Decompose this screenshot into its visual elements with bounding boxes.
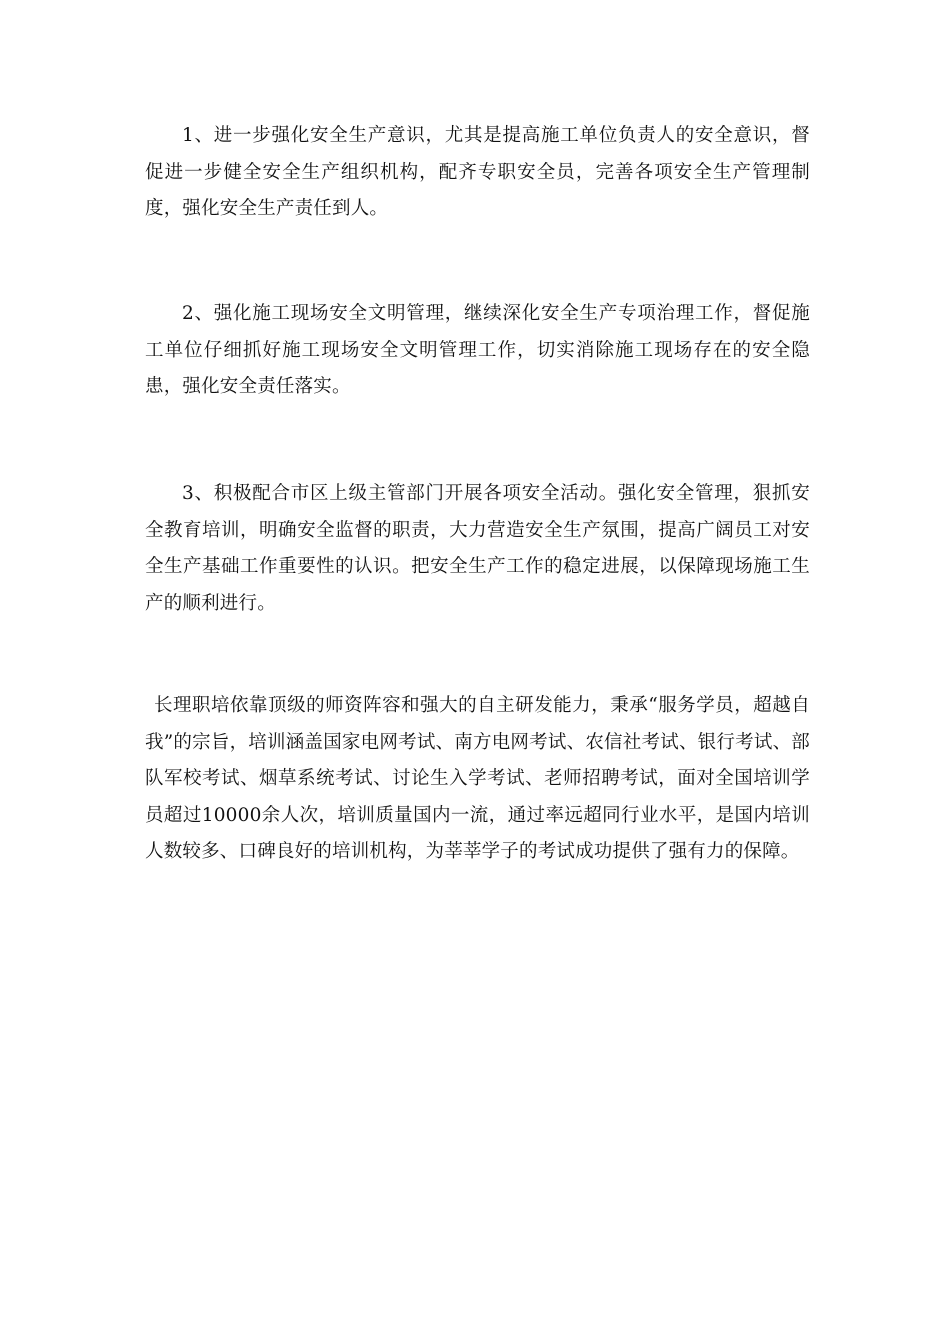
paragraph-1: 1、进一步强化安全生产意识，尤其是提高施工单位负责人的安全意识，督促进一步健全安全生产组织机构，配齐专职安全员，完善各项安全生产管理制度，强化安全生产责任到人。 bbox=[145, 125, 810, 219]
paragraph-2: 2、强化施工现场安全文明管理，继续深化安全生产专项治理工作，督促施工单位仔细抓好施工现场安全文明管理工作，切实消除施工现场存在的安全隐患，强化安全责任落实。 bbox=[145, 303, 810, 397]
paragraph-3: 3、积极配合市区上级主管部门开展各项安全活动。强化安全管理，狠抓安全教育培训，明确安全监督的职责，大力营造安全生产氛围，提高广阔员工对安全生产基础工作重要性的认识。把安全生产工作的稳定进展，以保障现场施工生产的顺利进行。 bbox=[145, 483, 810, 614]
paragraph-4: 长理职培依靠顶级的师资阵容和强大的自主研发能力，秉承“服务学员，超越自我”的宗旨，培训涵盖国家电网考试、南方电网考试、农信社考试、银行考试、部队军校考试、烟草系统考试、讨论生入学考试、老师招聘考试，面对全国培训学员超过10000余人次，培训质量国内一流，通过率远超同行业水平，是国内培训人数较多、口碑良好的培训机构，为莘莘学子的考试成功提供了强有力的保障。 bbox=[145, 695, 810, 862]
